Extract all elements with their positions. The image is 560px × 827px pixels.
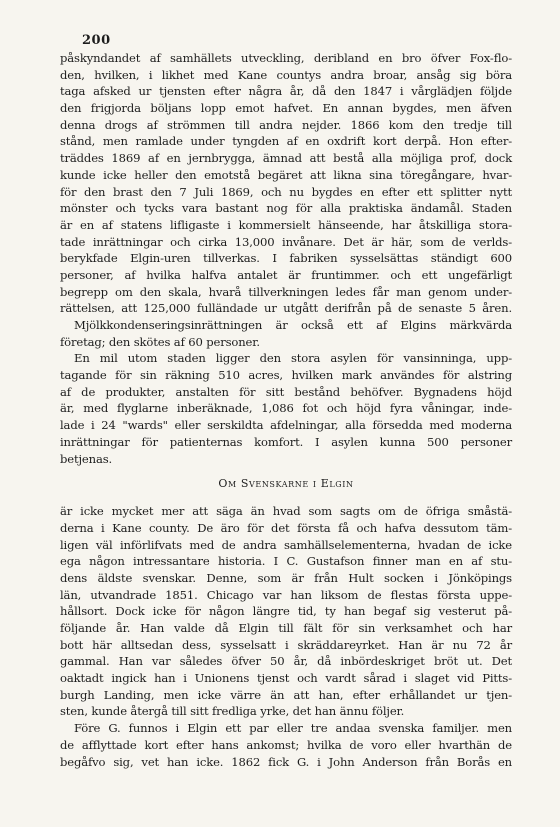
text-line: bott här alltsedan dess, sysselsatt i skräddareyrket. Han är nu 72 år xyxy=(60,637,512,652)
text-line: denna drogs af strömmen till andra nejder. 1866 kom den tredje till xyxy=(60,117,512,132)
text-line: begåfvo sig, vet han icke. 1862 fick G. i John Anderson från Borås en xyxy=(60,754,512,769)
paragraph-milk-condensery xyxy=(60,317,512,350)
text-line: af de produkter, anstalten för sitt bestånd behöfver. Bygnadens höjd xyxy=(60,384,512,399)
paragraph-bridges xyxy=(60,50,512,317)
section-heading: Om Svenskarne i Elgin xyxy=(218,477,354,491)
text-line: dens äldste svenskar. Denne, som är från Hult socken i Jönköpings xyxy=(60,570,512,585)
text-line: län, utvandrade 1851. Chicago var han liksom de flestas första uppe- xyxy=(60,587,512,602)
text-line: sten, kunde återgå till sitt fredliga yrke, det han ännu följer. xyxy=(60,704,405,719)
text-line: berykfade Elgin-uren tillverkas. I fabriken sysselsättas ständigt 600 xyxy=(60,251,512,266)
text-line: ligen väl införlifvats med de andra samhällselementerna, hvadan de icke xyxy=(60,537,512,552)
text-line: träddes 1869 af en jernbrygga, ämnad att bestå alla möjliga prof, dock xyxy=(60,151,512,166)
text-line: En mil utom staden ligger den stora asylen för vansinninga, upp- xyxy=(74,351,512,366)
text-line: hållsort. Dock icke för någon längre tid, ty han begaf sig vesterut på- xyxy=(60,604,512,619)
page-number: 200 xyxy=(82,33,111,48)
text-line: taga afsked ur tjensten efter några år, då den 1847 i vårglädjen följde xyxy=(60,84,512,99)
text-line: lade i 24 "wards" eller serskildta afdelningar, alla försedda med moderna xyxy=(60,418,512,433)
text-line: stånd, men ramlade under tyngden af en oxdrift kort derpå. Hon efter- xyxy=(60,134,512,149)
text-line: är en af statens lifligaste i kommersielt hänseende, har åtskilliga stora- xyxy=(60,217,512,232)
text-line: företag; den skötes af 60 personer. xyxy=(60,334,260,349)
text-line: rättelsen, att 125,000 fulländade ur utgått derifrån på de senaste 5 åren. xyxy=(60,301,512,316)
text-line: betjenas. xyxy=(60,451,113,466)
text-line: gammal. Han var således öfver 50 år, då inbördeskriget bröt ut. Det xyxy=(60,654,512,669)
text-line: den frigjorda böljans lopp emot hafvet. En annan bygdes, men äfven xyxy=(60,101,512,116)
text-line: påskyndandet af samhällets utveckling, deribland en bro öfver Fox-flo- xyxy=(60,51,512,65)
text-line: tagande för sin räkning 510 acres, hvilken mark användes för alstring xyxy=(60,368,512,383)
text-line: derna i Kane county. De äro för det första få och hafva dessutom täm- xyxy=(60,520,512,535)
paragraph-swedes xyxy=(60,503,512,720)
text-line: följande år. Han valde då Elgin till fält för sin verksamhet och har xyxy=(60,621,512,635)
text-line: de afflyttade kort efter hans ankomst; hvilka de voro eller hvarthän de xyxy=(60,737,512,752)
paragraph-asylum xyxy=(60,350,512,467)
text-line: är icke mycket mer att säga än hvad som sagts om de öfriga småstä- xyxy=(60,504,512,519)
text-line: burgh Landing, men icke värre än att han, efter erhållandet ur tjen- xyxy=(60,687,512,702)
text-line: oaktadt ingick han i Unionens tjenst och vardt sårad i slaget vid Pitts- xyxy=(60,671,512,686)
text-line: Före G. funnos i Elgin ett par eller tre andaa svenska familjer. men xyxy=(74,721,512,736)
text-line: ega någon intressantare historia. I C. Gustafson finner man en af stu- xyxy=(60,554,512,569)
paragraph-families xyxy=(60,720,512,770)
text-line: kunde icke heller den emotstå begäret att likna sina töregångare, hvar- xyxy=(60,167,512,182)
text-line: inrättningar för patienternas komfort. I asylen kunna 500 personer xyxy=(60,434,512,449)
text-line: är, med flyglarne inberäknade, 1,086 fot och höjd fyra våningar, inde- xyxy=(60,401,512,416)
text-line: mönster och tycks vara bastant nog för alla praktiska ändamål. Staden xyxy=(60,201,512,216)
text-line: för den brast den 7 Juli 1869, och nu bygdes en efter ett splitter nytt xyxy=(60,184,512,199)
text-line: Mjölkkondenseringsinrättningen är också ett af Elgins märkvärda xyxy=(74,318,512,332)
text-line: tade inrättningar och cirka 13,000 invånare. Det är här, som de verlds- xyxy=(60,234,512,249)
text-line: personer, af hvilka halfva antalet är fruntimmer. och ett ungefärligt xyxy=(60,267,512,282)
text-line: begrepp om den skala, hvarå tillverkningen ledes får man genom under- xyxy=(60,284,512,299)
text-line: den, hvilken, i likhet med Kane countys andra broar, ansåg sig böra xyxy=(60,67,512,82)
